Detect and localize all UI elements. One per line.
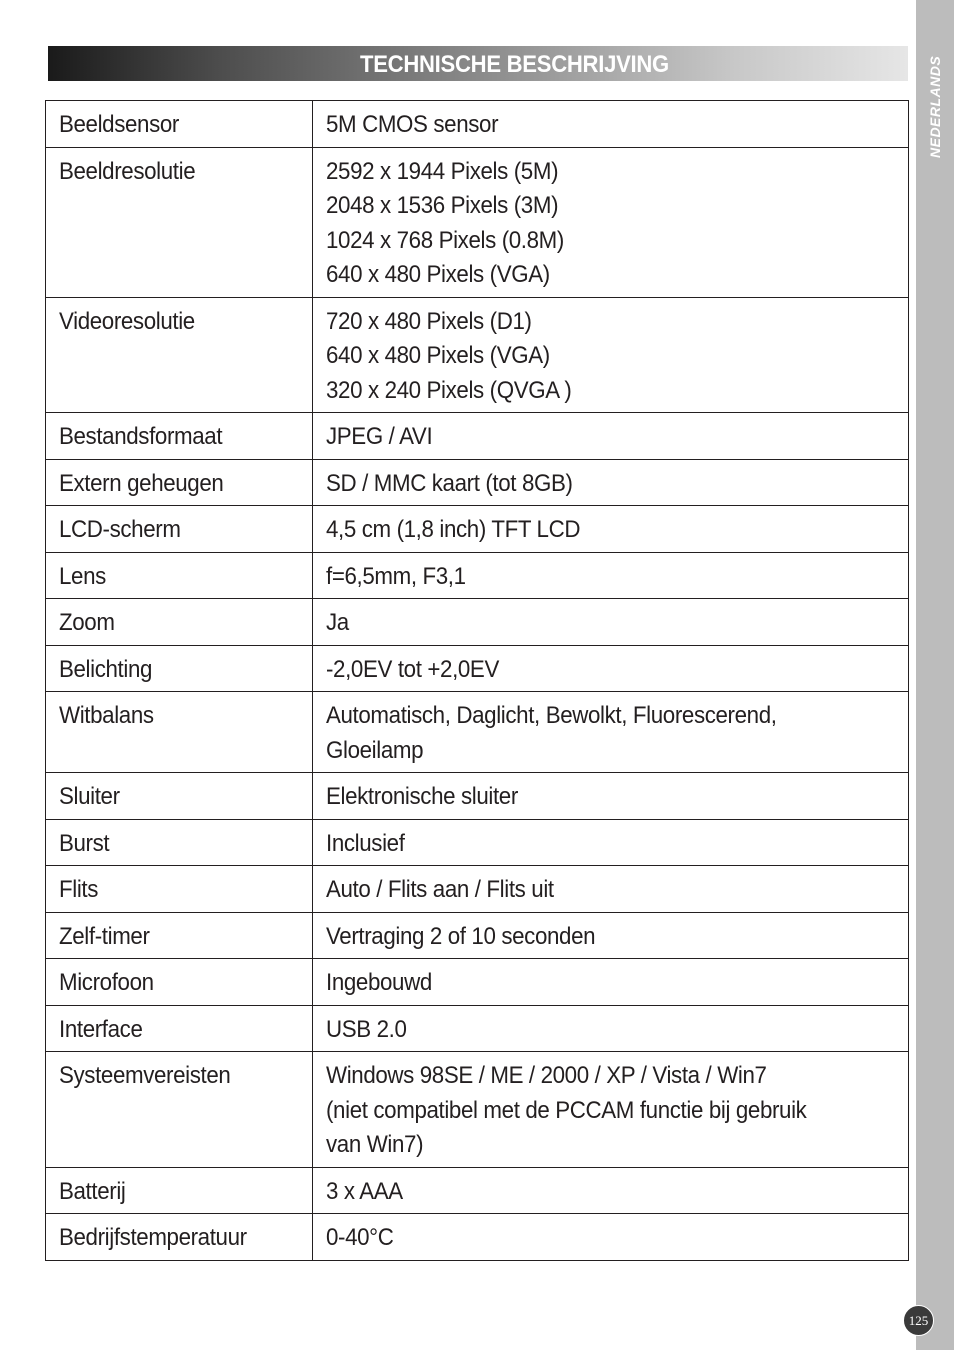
spec-value-line [326,1175,896,1210]
spec-label-cell [46,459,313,506]
spec-value: Elektronische sluiter [326,783,518,810]
spec-value-line [326,1128,896,1163]
spec-label-cell [46,413,313,460]
spec-value: Ingebouwd [326,969,432,996]
spec-row [46,1052,909,1168]
section-title: TECHNISCHE BESCHRIJVING [360,51,669,78]
spec-value: USB 2.0 [326,1015,407,1043]
spec-value-cell [313,773,909,820]
spec-label-cell [46,959,313,1006]
side-language-strip [916,0,954,1350]
spec-value: 320 x 240 Pixels (QVGA ) [326,376,572,404]
spec-value: 0-40°C [326,1224,394,1251]
spec-label: Bedrijfstemperatuur [59,1224,247,1251]
spec-row [46,599,909,646]
spec-label: Interface [59,1015,143,1043]
spec-table [45,100,909,1261]
spec-row [46,866,909,913]
spec-label: Lens [59,562,106,590]
spec-value: 4,5 cm (1,8 inch) TFT LCD [326,516,581,543]
spec-label: Beeldsensor [59,111,179,138]
spec-row [46,297,909,413]
spec-row [46,1167,909,1214]
spec-row [46,959,909,1006]
spec-value: 640 x 480 Pixels (VGA) [326,342,550,369]
spec-value-line [326,780,896,815]
spec-value-line [326,467,896,502]
spec-value-line [326,966,896,1001]
spec-value-cell [313,1214,909,1261]
spec-row [46,645,909,692]
spec-value-cell [313,1005,909,1052]
spec-value: 5M CMOS sensor [326,111,499,138]
spec-label-cell [46,866,313,913]
spec-value-cell [313,413,909,460]
spec-label-cell [46,692,313,773]
spec-value: -2,0EV tot +2,0EV [326,655,500,683]
spec-value-cell [313,506,909,553]
spec-value-cell [313,692,909,773]
spec-value-line [326,305,896,340]
spec-value: Gloeilamp [326,736,424,764]
spec-value-cell [313,866,909,913]
spec-value-line [326,560,896,595]
spec-value-line [326,420,896,455]
spec-row [46,912,909,959]
spec-value: Windows 98SE / ME / 2000 / XP / Vista / Win7 [326,1062,767,1089]
spec-label: Zelf-timer [59,922,150,950]
spec-label-cell [46,1005,313,1052]
spec-value-line [326,920,896,955]
spec-value: 2048 x 1536 Pixels (3M) [326,192,559,219]
spec-value: 720 x 480 Pixels (D1) [326,307,532,335]
spec-label-cell [46,147,313,297]
language-label: NEDERLANDS [927,55,943,158]
spec-value-line [326,1094,896,1129]
spec-value: Vertraging 2 of 10 seconden [326,922,596,950]
spec-value-line [326,108,896,143]
spec-label-cell [46,912,313,959]
spec-row [46,413,909,460]
spec-value-line [326,734,896,769]
spec-value-cell [313,599,909,646]
spec-label: Videoresolutie [59,307,195,335]
spec-row [46,552,909,599]
spec-label-cell [46,506,313,553]
spec-value-line [326,513,896,548]
spec-value-line [326,339,896,374]
spec-value-cell [313,101,909,148]
spec-label-cell [46,1167,313,1214]
spec-label: Bestandsformaat [59,423,223,450]
spec-row [46,101,909,148]
spec-value-cell [313,959,909,1006]
spec-value: Ja [326,609,349,636]
spec-label: Extern geheugen [59,469,224,497]
spec-label-cell [46,552,313,599]
spec-label: Zoom [59,609,115,636]
spec-label: Sluiter [59,783,120,810]
spec-value-line [326,699,896,734]
page-number-badge: 125 [903,1305,934,1336]
spec-label-cell [46,1052,313,1168]
spec-label-cell [46,773,313,820]
section-header-bar [48,46,908,81]
spec-value: Auto / Flits aan / Flits uit [326,876,554,903]
spec-value-line [326,606,896,641]
spec-value-line [326,827,896,862]
spec-value-cell [313,552,909,599]
spec-value-line [326,224,896,259]
spec-row [46,506,909,553]
spec-label: Burst [59,829,110,857]
spec-row [46,819,909,866]
spec-value-cell [313,912,909,959]
spec-value-line [326,1221,896,1256]
spec-value: van Win7) [326,1131,424,1158]
spec-value: SD / MMC kaart (tot 8GB) [326,469,573,497]
spec-value-line [326,653,896,688]
spec-value-cell [313,459,909,506]
spec-value-line [326,258,896,293]
spec-label: Systeemvereisten [59,1062,231,1089]
spec-label-cell [46,101,313,148]
spec-value-line [326,374,896,409]
spec-value: Automatisch, Daglicht, Bewolkt, Fluorescerend, [326,702,777,729]
spec-label-cell [46,599,313,646]
spec-value: f=6,5mm, F3,1 [326,562,466,590]
spec-label-cell [46,297,313,413]
spec-value-cell [313,819,909,866]
spec-value-cell [313,645,909,692]
spec-value-line [326,873,896,908]
spec-row [46,1005,909,1052]
spec-value-line [326,1059,896,1094]
spec-value-cell [313,147,909,297]
spec-label: Flits [59,876,99,903]
spec-value: 640 x 480 Pixels (VGA) [326,261,550,288]
spec-row [46,459,909,506]
spec-label-cell [46,1214,313,1261]
spec-table-body [46,101,909,1261]
spec-value: 1024 x 768 Pixels (0.8M) [326,226,565,254]
spec-value: (niet compatibel met de PCCAM functie bij gebruik [326,1096,807,1124]
spec-value-line [326,189,896,224]
spec-label: Microfoon [59,969,154,996]
spec-label: LCD-scherm [59,516,181,543]
spec-value-cell [313,1167,909,1214]
spec-row [46,692,909,773]
spec-label: Batterij [59,1177,126,1205]
spec-label: Witbalans [59,702,154,729]
spec-value-line [326,1013,896,1048]
spec-value-cell [313,297,909,413]
spec-row [46,147,909,297]
spec-label-cell [46,819,313,866]
spec-value: JPEG / AVI [326,423,433,450]
spec-value: Inclusief [326,829,405,857]
spec-value: 2592 x 1944 Pixels (5M) [326,157,559,185]
spec-row [46,773,909,820]
spec-label: Belichting [59,655,153,683]
spec-row [46,1214,909,1261]
spec-label-cell [46,645,313,692]
spec-value-line [326,155,896,190]
spec-value-cell [313,1052,909,1168]
spec-label: Beeldresolutie [59,157,196,185]
spec-value: 3 x AAA [326,1177,403,1205]
